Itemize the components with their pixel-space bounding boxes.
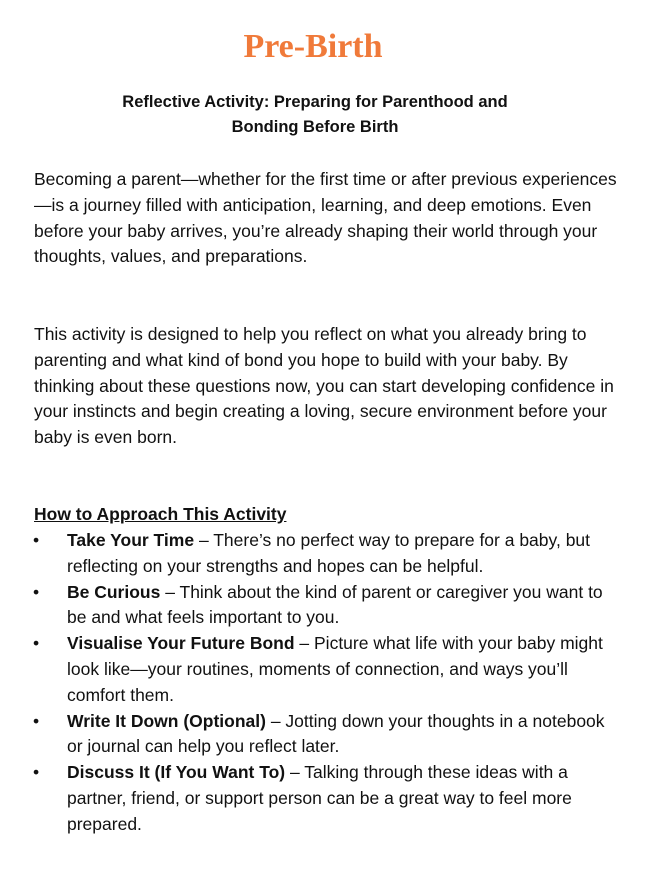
approach-list: [0, 528, 662, 838]
subtitle-line-2: Bonding Before Birth: [231, 118, 399, 136]
list-item-term: Be Curious: [67, 581, 161, 602]
list-item-text: – Talking through these ideas with a partner, friend, or support person can be a great way to feel more prepared.: [67, 762, 572, 834]
subtitle: [34, 90, 596, 140]
list-item-text: – There’s no perfect way to prepare for a baby, but reflecting on your strengths and hopes can be helpful.: [67, 530, 591, 576]
intro-paragraph-2: This activity is designed to help you reflect on what you already bring to parenting and what kind of bond you hope to build with your baby. By thinking about these questions now, you can start developing confidence in your instincts and begin creating a loving, secure environment before your baby is even born.: [34, 324, 614, 448]
list-item-term: Visualise Your Future Bond: [67, 633, 295, 654]
bullet-icon: •: [33, 710, 40, 731]
list-item-term: Discuss It (If You Want To): [67, 762, 286, 783]
list-item-term: Write It Down (Optional): [67, 710, 266, 731]
bullet-icon: •: [33, 581, 40, 602]
list-item: [0, 528, 607, 580]
list-item: [0, 580, 607, 632]
list-item: [0, 631, 607, 708]
list-item: [0, 709, 607, 761]
list-item-text: – Jotting down your thoughts in a notebook or journal can help you reflect later.: [67, 710, 605, 757]
list-item-text: – Picture what life with your baby might look like—your routines, moments of connection, and ways you’ll comfort them.: [67, 633, 603, 705]
bullet-icon: •: [33, 530, 40, 550]
section-heading: How to Approach This Activity: [34, 504, 287, 524]
subtitle-line-1: Reflective Activity: Preparing for Parenthood and: [122, 93, 508, 111]
list-item-text: – Think about the kind of parent or caregiver you want to be and what feels important to you.: [67, 581, 603, 628]
bullet-icon: •: [33, 633, 40, 654]
list-item-term: Take Your Time: [67, 530, 195, 550]
page-title: Pre-Birth: [243, 28, 383, 65]
intro-paragraph-1: Becoming a parent—whether for the first time or after previous experiences—is a journey filled with anticipation, learning, and deep emotions. Even before your baby arrives, you’re already shaping their world through your thoughts, values, and preparations.: [34, 169, 617, 267]
list-item: [0, 760, 607, 837]
bullet-icon: •: [33, 762, 40, 783]
